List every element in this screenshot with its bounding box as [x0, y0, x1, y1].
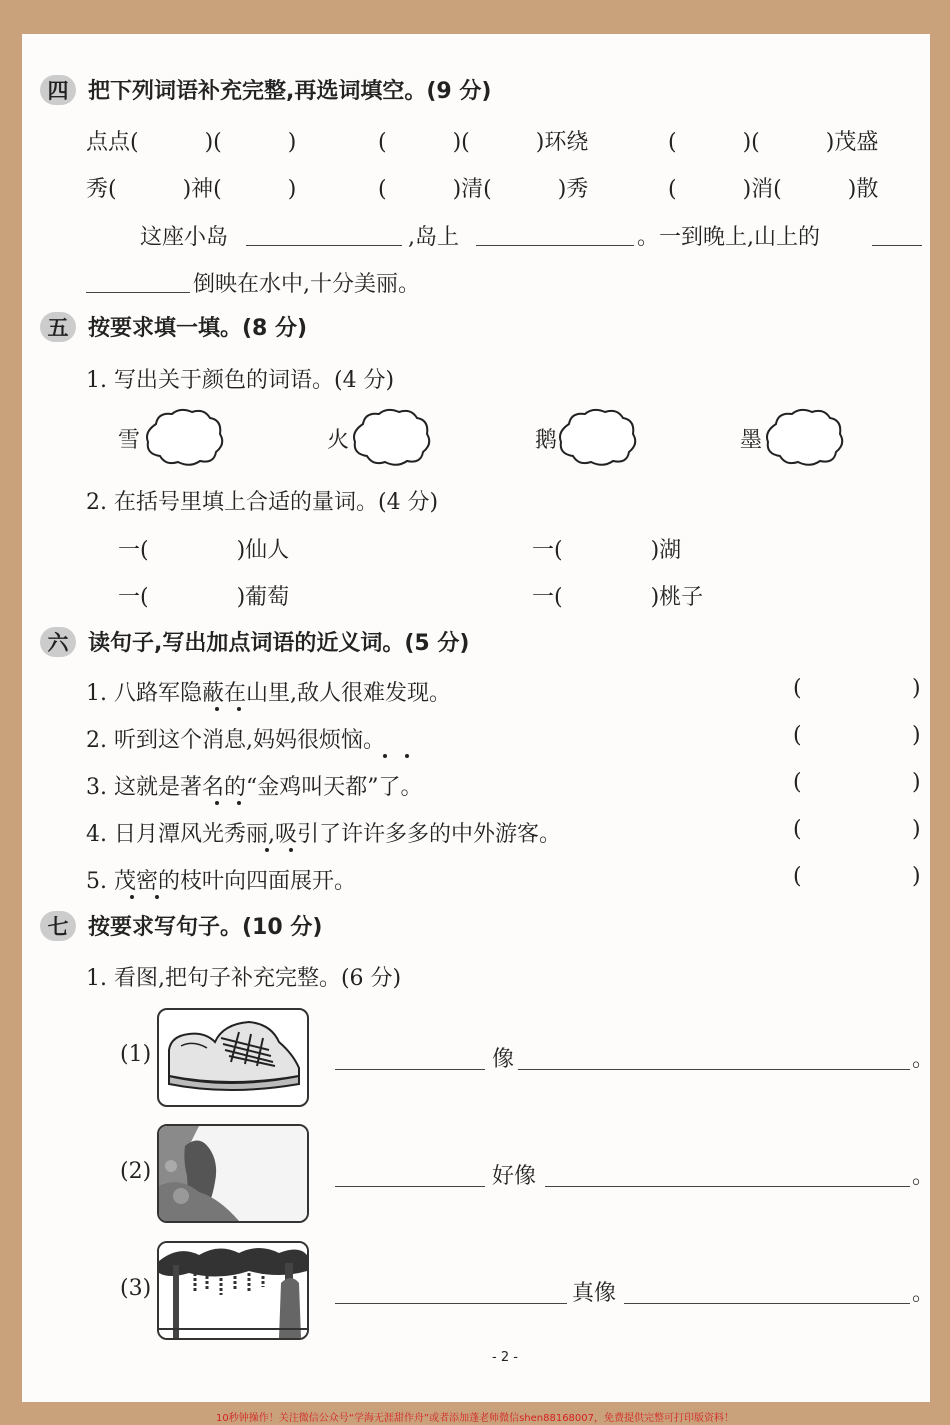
- answer-paren-close-4: ): [912, 817, 921, 842]
- page-number: - 2 -: [492, 1350, 518, 1365]
- synonym-item-4: 4. 日月潭风光秀丽,吸引了许许多多的中外游客。: [86, 822, 561, 847]
- cloud-answer-box-3[interactable]: [555, 406, 639, 468]
- blank-1b[interactable]: [518, 1069, 910, 1070]
- answer-paren-open-3[interactable]: (: [793, 770, 802, 795]
- color-prefix-2: 火: [327, 428, 350, 453]
- grapevine-trellis-image: [157, 1241, 309, 1340]
- s4-word-6: ( )消( )散: [668, 177, 879, 202]
- shoe-image: [157, 1008, 309, 1107]
- emphasis-dot: [289, 848, 293, 852]
- blank-2a[interactable]: [335, 1186, 485, 1187]
- answer-paren-close-3: ): [912, 770, 921, 795]
- section-4-header: [40, 74, 491, 105]
- end-mark-2: 。: [912, 1164, 935, 1189]
- measure-word-2: 一( )湖: [532, 538, 682, 563]
- simile-word-1: 像: [492, 1047, 515, 1072]
- picture-label-3: (3): [120, 1276, 152, 1301]
- answer-paren-close-2: ): [912, 723, 921, 748]
- section-7-header: [40, 910, 322, 941]
- measure-word-4: 一( )桃子: [532, 585, 704, 610]
- s4-word-1: 点点( )( ): [86, 130, 297, 155]
- blank-1a[interactable]: [335, 1069, 485, 1070]
- section-5-header: [40, 311, 307, 342]
- emphasis-dot: [130, 895, 134, 899]
- cloud-answer-box-2[interactable]: [349, 406, 433, 468]
- synonym-item-2: 2. 听到这个消息,妈妈很烦恼。: [86, 728, 385, 753]
- section-6-number: 六: [40, 627, 76, 657]
- s4-blank-1[interactable]: [246, 245, 402, 246]
- s7-question-1: 1. 看图,把句子补充完整。(6 分): [86, 966, 402, 991]
- answer-paren-close-1: ): [912, 676, 921, 701]
- section-5-number: 五: [40, 312, 76, 342]
- measure-word-3: 一( )葡萄: [118, 585, 290, 610]
- answer-paren-open-4[interactable]: (: [793, 817, 802, 842]
- section-6-title: 读句子,写出加点词语的近义词。(5 分): [88, 631, 470, 656]
- section-7-title: 按要求写句子。(10 分): [88, 915, 323, 940]
- blank-3a[interactable]: [335, 1303, 567, 1304]
- s4-word-4: 秀( )神( ): [86, 177, 297, 202]
- answer-paren-open-2[interactable]: (: [793, 723, 802, 748]
- simile-word-2: 好像: [492, 1164, 537, 1189]
- s5-question-2: 2. 在括号里填上合适的量词。(4 分): [86, 490, 439, 515]
- end-mark-1: 。: [912, 1047, 935, 1072]
- emphasis-dot: [237, 707, 241, 711]
- s4-word-2: ( )( )环绕: [378, 130, 589, 155]
- emphasis-dot: [237, 801, 241, 805]
- blank-2b[interactable]: [545, 1186, 910, 1187]
- footer-promo-text: 10秒钟操作！关注微信公众号“学海无涯甜作舟”或者添加蓬老师微信shen88168007，免费提供完整可打印版资料！: [215, 1413, 735, 1424]
- synonym-item-5: 5. 茂密的枝叶向四面展开。: [86, 869, 356, 894]
- synonym-item-1: 1. 八路军隐蔽在山里,敌人很难发现。: [86, 681, 451, 706]
- blank-3b[interactable]: [624, 1303, 910, 1304]
- s4-word-3: ( )( )茂盛: [668, 130, 879, 155]
- emphasis-dot: [265, 848, 269, 852]
- emphasis-dot: [215, 801, 219, 805]
- color-prefix-4: 墨: [740, 428, 763, 453]
- measure-word-1: 一( )仙人: [118, 538, 290, 563]
- s4-blank-2[interactable]: [476, 245, 634, 246]
- s4-paragraph-part-b: ,岛上: [408, 225, 459, 250]
- s4-blank-3b[interactable]: [86, 292, 190, 293]
- emphasis-dot: [405, 754, 409, 758]
- emphasis-dot: [383, 754, 387, 758]
- s4-blank-3a[interactable]: [872, 245, 922, 246]
- simile-word-3: 真像: [572, 1281, 617, 1306]
- s4-paragraph-part-c: 。一到晚上,山上的: [637, 225, 820, 250]
- section-4-number: 四: [40, 75, 76, 105]
- emphasis-dot: [215, 707, 219, 711]
- answer-paren-open-5[interactable]: (: [793, 864, 802, 889]
- answer-paren-close-5: ): [912, 864, 921, 889]
- s4-paragraph-part-a: 这座小岛: [140, 225, 229, 250]
- s5-question-1: 1. 写出关于颜色的词语。(4 分): [86, 368, 395, 393]
- cloud-answer-box-1[interactable]: [142, 406, 226, 468]
- end-mark-3: 。: [912, 1281, 935, 1306]
- section-7-number: 七: [40, 911, 76, 941]
- picture-label-1: (1): [120, 1042, 152, 1067]
- answer-paren-open-1[interactable]: (: [793, 676, 802, 701]
- section-4-title: 把下列词语补充完整,再选词填空。(9 分): [88, 79, 492, 104]
- s4-paragraph-part-d: 倒映在水中,十分美丽。: [193, 272, 420, 297]
- picture-label-2: (2): [120, 1159, 152, 1184]
- color-prefix-1: 雪: [118, 428, 141, 453]
- section-6-header: [40, 626, 469, 657]
- color-prefix-3: 鹅: [535, 428, 558, 453]
- rock-peak-image: [157, 1124, 309, 1223]
- cloud-answer-box-4[interactable]: [762, 406, 846, 468]
- synonym-item-3: 3. 这就是著名的“金鸡叫天都”了。: [86, 775, 423, 800]
- section-5-title: 按要求填一填。(8 分): [88, 316, 308, 341]
- s4-word-5: ( )清( )秀: [378, 177, 589, 202]
- emphasis-dot: [155, 895, 159, 899]
